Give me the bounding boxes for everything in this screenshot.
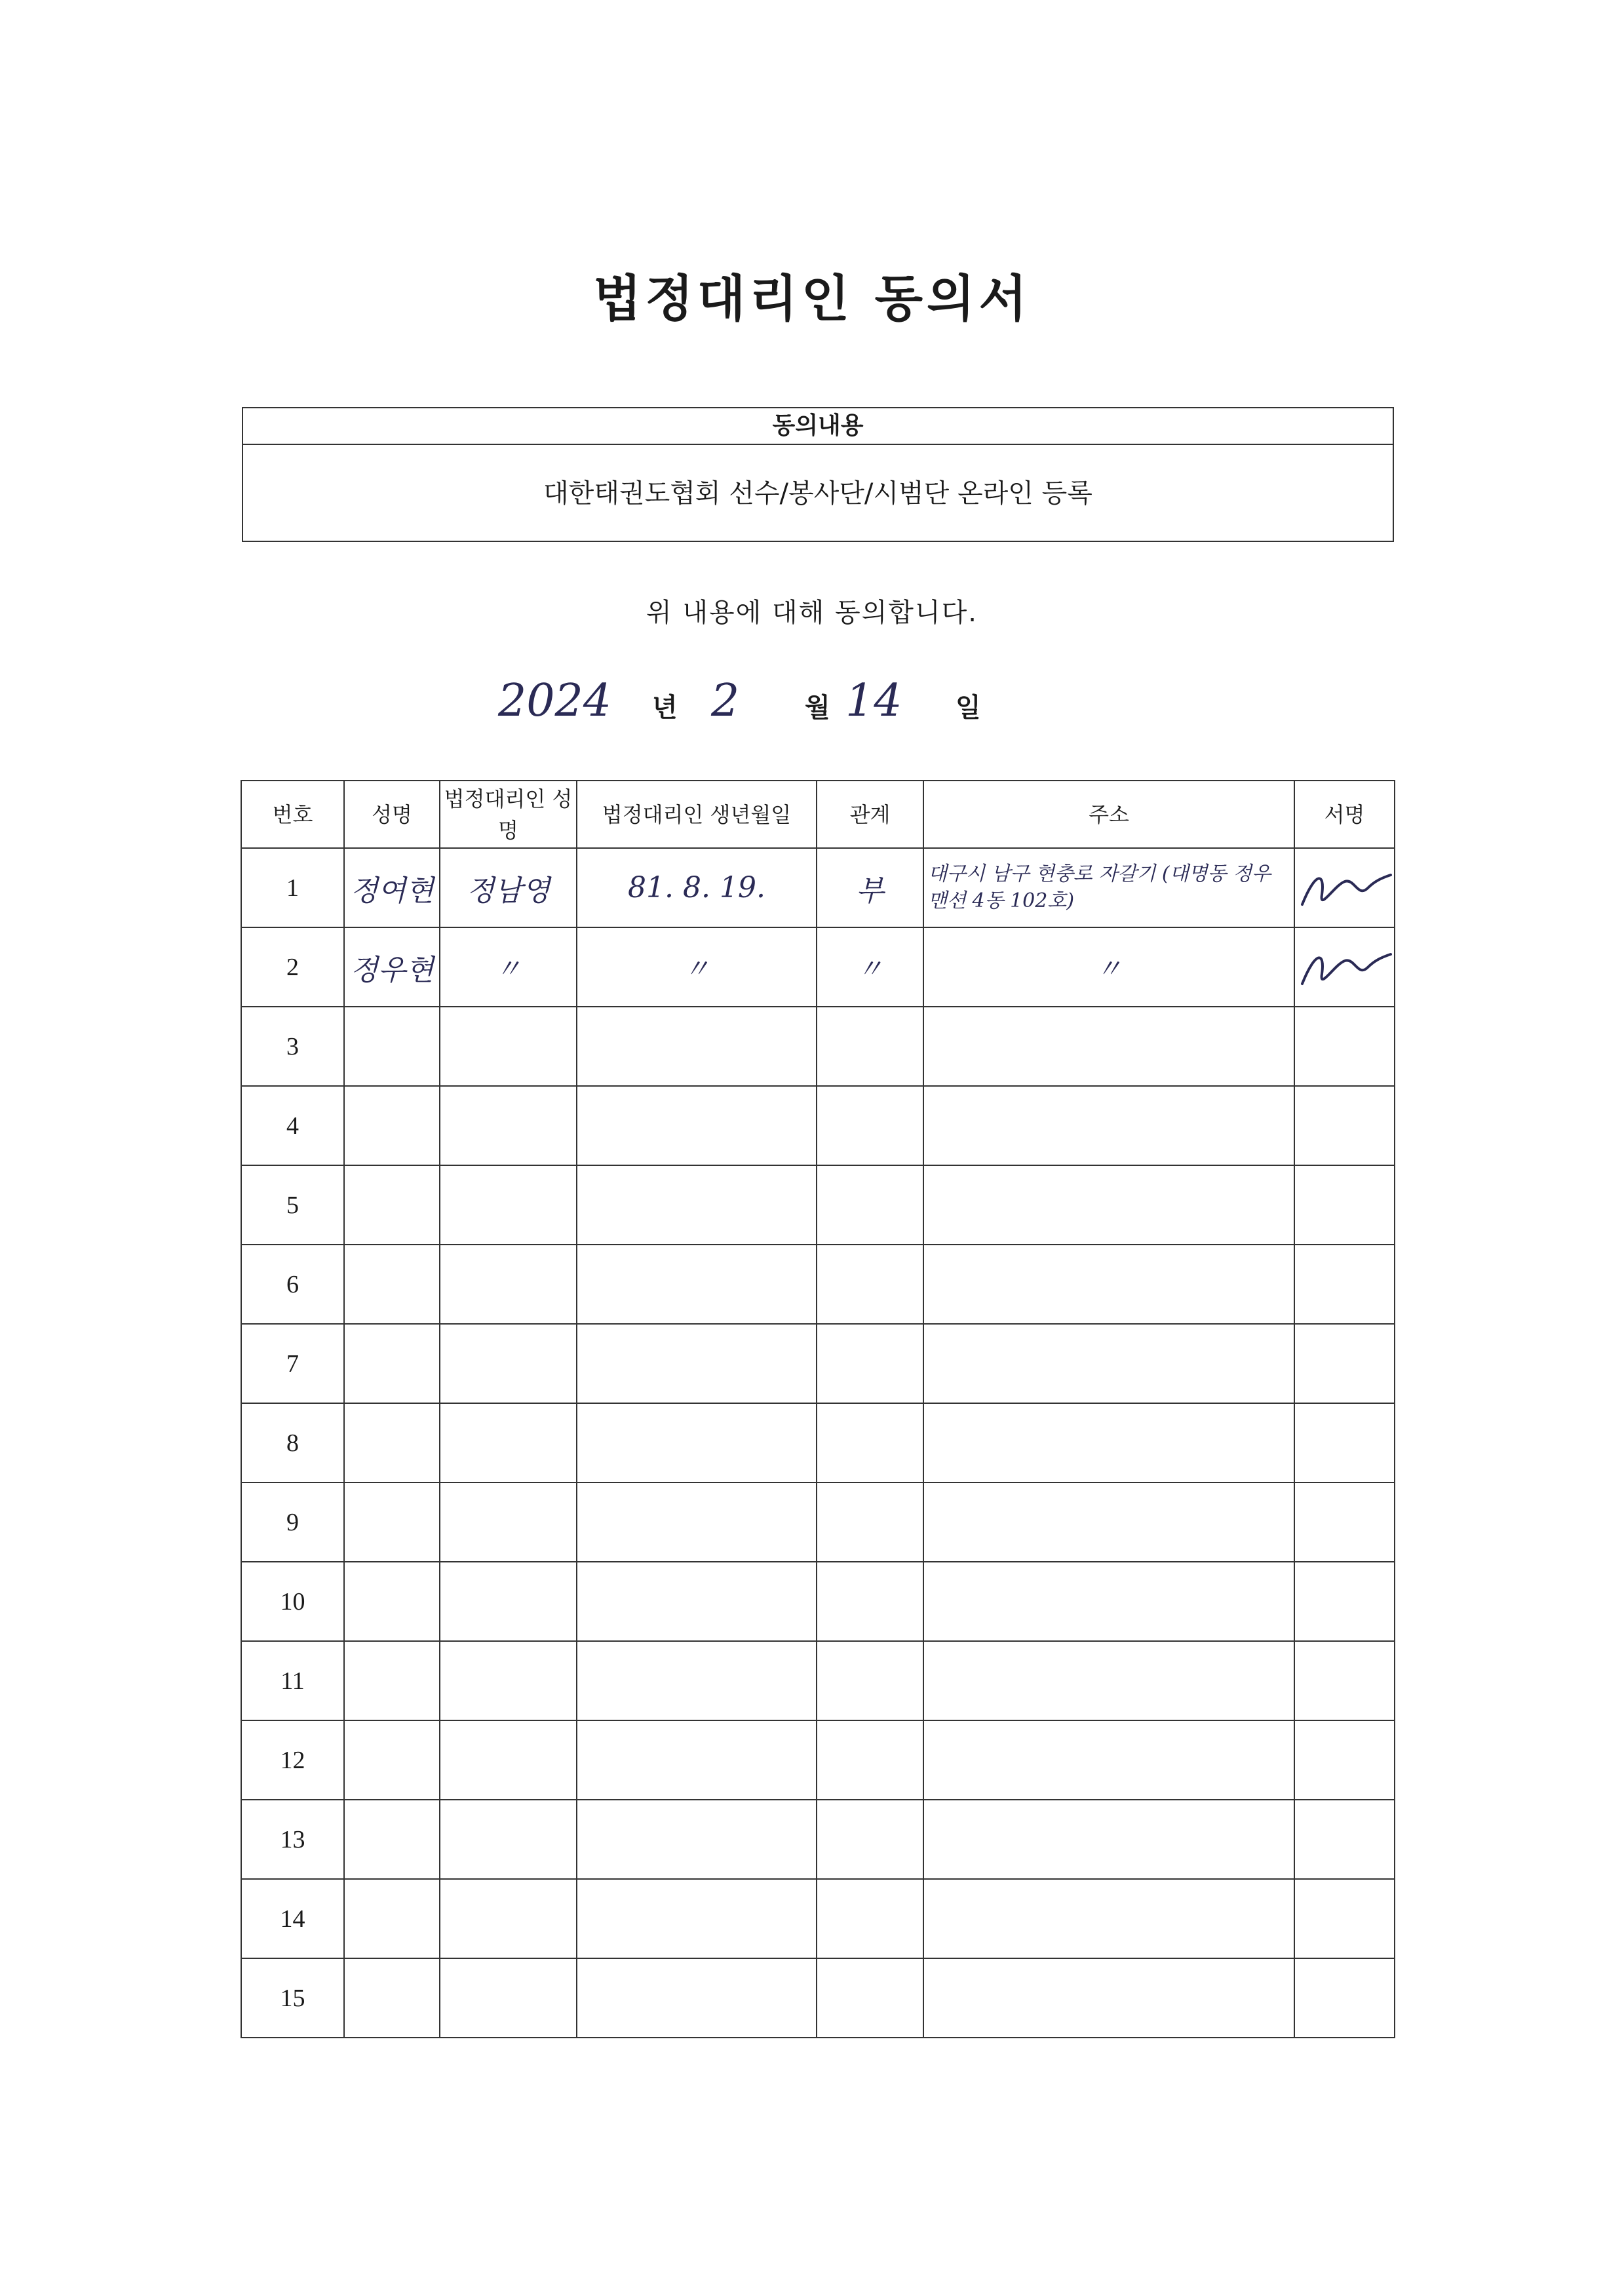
row-guardian-birthdate: 〃 (684, 954, 710, 984)
table-row (241, 1245, 1395, 1324)
date-year-unit: 년 (652, 693, 678, 723)
row-signature-cell[interactable] (1294, 1641, 1395, 1720)
row-number-cell: 4 (241, 1086, 344, 1165)
row-signature-cell[interactable] (1294, 1165, 1395, 1245)
row-signature-cell[interactable] (1294, 1720, 1395, 1800)
row-guardian-birthdate-cell[interactable] (577, 1562, 817, 1641)
row-name-cell[interactable] (344, 1086, 440, 1165)
row-signature-cell[interactable] (1294, 1007, 1395, 1086)
row-address-cell[interactable] (923, 1879, 1294, 1958)
header-relation: 관계 (817, 781, 923, 848)
row-guardian-birthdate-cell[interactable] (577, 1482, 817, 1562)
table-row (241, 1086, 1395, 1165)
row-relation-cell[interactable] (817, 1007, 923, 1086)
row-relation-cell[interactable] (817, 1482, 923, 1562)
date-year[interactable]: 2024 (498, 675, 612, 727)
row-signature-cell[interactable] (1294, 1245, 1395, 1324)
row-name-cell[interactable] (344, 1482, 440, 1562)
date-month-unit: 월 (805, 693, 830, 723)
row-address-cell[interactable] (923, 1641, 1294, 1720)
row-relation: 부 (856, 874, 884, 908)
row-relation-cell[interactable] (817, 1720, 923, 1800)
row-address-cell[interactable] (923, 1403, 1294, 1482)
table-header-row (241, 781, 1395, 848)
agree-statement: 위 내용에 대해 동의합니다. (646, 598, 978, 628)
row-guardian-birthdate-cell[interactable] (577, 848, 817, 927)
table-row (241, 848, 1395, 927)
table-row (241, 1007, 1395, 1086)
row-name-cell[interactable] (344, 1007, 440, 1086)
row-guardian-name-cell[interactable] (440, 1641, 577, 1720)
row-signature-cell[interactable] (1294, 1403, 1395, 1482)
row-number-cell: 15 (241, 1958, 344, 2038)
row-number-cell: 1 (241, 848, 344, 927)
row-name: 정우현 (350, 953, 434, 987)
row-guardian-birthdate-cell[interactable] (577, 1641, 817, 1720)
row-number-cell: 2 (241, 927, 344, 1007)
row-number-cell: 7 (241, 1324, 344, 1403)
document-title: 법정대리인 동의서 (593, 269, 1031, 328)
row-guardian-name: 정남영 (466, 874, 551, 908)
row-relation-cell[interactable] (817, 1641, 923, 1720)
row-relation-cell[interactable] (817, 1958, 923, 2038)
row-number-cell: 13 (241, 1800, 344, 1879)
header-number: 번호 (241, 781, 344, 848)
row-guardian-birthdate-cell[interactable] (577, 1720, 817, 1800)
row-guardian-name-cell[interactable] (440, 1720, 577, 1800)
row-address-cell[interactable] (923, 1245, 1294, 1324)
row-name-cell[interactable] (344, 927, 440, 1007)
date-day-unit: 일 (956, 693, 981, 723)
row-guardian-birthdate-cell[interactable] (577, 1165, 817, 1245)
row-name-cell[interactable] (344, 1562, 440, 1641)
row-number-cell: 9 (241, 1482, 344, 1562)
row-guardian-name-cell[interactable] (440, 1403, 577, 1482)
table-row (241, 1403, 1395, 1482)
row-name-cell[interactable] (344, 1720, 440, 1800)
row-name-cell[interactable] (344, 1403, 440, 1482)
row-name-cell[interactable] (344, 1165, 440, 1245)
row-number-cell: 11 (241, 1641, 344, 1720)
row-signature-cell[interactable] (1294, 1086, 1395, 1165)
row-address-cell[interactable] (923, 1958, 1294, 2038)
row-guardian-name: 〃 (495, 954, 522, 984)
row-name-cell[interactable] (344, 1641, 440, 1720)
row-guardian-birthdate-cell[interactable] (577, 1879, 817, 1958)
header-name: 성명 (344, 781, 440, 848)
row-guardian-birthdate-cell[interactable] (577, 1086, 817, 1165)
row-name-cell[interactable] (344, 1800, 440, 1879)
row-number-cell: 10 (241, 1562, 344, 1641)
row-guardian-name-cell[interactable] (440, 1245, 577, 1324)
row-address-cell[interactable] (923, 848, 1294, 927)
table-row (241, 1958, 1395, 2038)
handwritten-signature (1296, 859, 1394, 918)
row-signature-cell[interactable] (1294, 1879, 1395, 1958)
row-number-cell: 14 (241, 1879, 344, 1958)
registration-table (241, 780, 1395, 2038)
row-relation-cell[interactable] (817, 848, 923, 927)
row-guardian-birthdate-cell[interactable] (577, 1403, 817, 1482)
row-signature-cell[interactable] (1294, 848, 1395, 927)
row-relation: 〃 (857, 954, 883, 984)
row-guardian-birthdate-cell[interactable] (577, 1007, 817, 1086)
table-row (241, 1879, 1395, 1958)
row-address: 대구시 남구 현충로 자갈기 (대명동 정우맨션 4동 102호) (928, 862, 1271, 912)
row-guardian-birthdate: 81. 8. 19. (628, 871, 765, 904)
row-name-cell[interactable] (344, 1245, 440, 1324)
row-signature-cell[interactable] (1294, 927, 1395, 1007)
row-number-cell: 6 (241, 1245, 344, 1324)
row-address-cell[interactable] (923, 1482, 1294, 1562)
row-address-cell[interactable] (923, 1562, 1294, 1641)
row-guardian-name-cell[interactable] (440, 1482, 577, 1562)
row-guardian-name-cell[interactable] (440, 848, 577, 927)
row-guardian-name-cell[interactable] (440, 1879, 577, 1958)
row-address-cell[interactable] (923, 1007, 1294, 1086)
row-number-cell: 12 (241, 1720, 344, 1800)
row-address-cell[interactable] (923, 1720, 1294, 1800)
row-signature-cell[interactable] (1294, 1958, 1395, 2038)
row-number-cell: 3 (241, 1007, 344, 1086)
row-relation-cell[interactable] (817, 1324, 923, 1403)
row-guardian-name-cell[interactable] (440, 1800, 577, 1879)
date-month[interactable]: 2 (711, 675, 740, 727)
row-address-cell[interactable] (923, 1086, 1294, 1165)
row-signature-cell[interactable] (1294, 1482, 1395, 1562)
row-guardian-name-cell[interactable] (440, 927, 577, 1007)
row-signature-cell[interactable] (1294, 1324, 1395, 1403)
row-address-cell[interactable] (923, 1165, 1294, 1245)
row-relation-cell[interactable] (817, 1165, 923, 1245)
header-address: 주소 (923, 781, 1294, 848)
header-guardian-name: 법정대리인 성명 (440, 781, 577, 848)
row-address-cell[interactable] (923, 927, 1294, 1007)
row-guardian-birthdate-cell[interactable] (577, 927, 817, 1007)
row-relation-cell[interactable] (817, 927, 923, 1007)
header-signature: 서명 (1294, 781, 1395, 848)
row-number-cell: 5 (241, 1165, 344, 1245)
row-name: 정여현 (350, 874, 434, 908)
row-signature-cell[interactable] (1294, 1562, 1395, 1641)
row-guardian-birthdate-cell[interactable] (577, 1245, 817, 1324)
row-guardian-birthdate-cell[interactable] (577, 1324, 817, 1403)
date-day[interactable]: 14 (845, 675, 902, 727)
row-guardian-name-cell[interactable] (440, 1165, 577, 1245)
row-guardian-name-cell[interactable] (440, 1958, 577, 2038)
handwritten-signature (1296, 938, 1394, 997)
row-guardian-birthdate-cell[interactable] (577, 1800, 817, 1879)
row-name-cell[interactable] (344, 1324, 440, 1403)
table-row (241, 1324, 1395, 1403)
table-row (241, 1562, 1395, 1641)
row-relation-cell[interactable] (817, 1879, 923, 1958)
consent-body: 대한태권도협회 선수/봉사단/시범단 온라인 등록 (543, 478, 1092, 509)
consent-box (242, 407, 1394, 542)
row-relation-cell[interactable] (817, 1086, 923, 1165)
row-relation-cell[interactable] (817, 1245, 923, 1324)
row-address: 〃 (1096, 954, 1122, 984)
row-name-cell[interactable] (344, 1879, 440, 1958)
row-address-cell[interactable] (923, 1800, 1294, 1879)
row-number-cell: 8 (241, 1403, 344, 1482)
row-name-cell[interactable] (344, 848, 440, 927)
table-row (241, 1482, 1395, 1562)
row-relation-cell[interactable] (817, 1562, 923, 1641)
table-row (241, 1641, 1395, 1720)
row-signature-cell[interactable] (1294, 1800, 1395, 1879)
table-row (241, 1720, 1395, 1800)
row-guardian-birthdate-cell[interactable] (577, 1958, 817, 2038)
row-guardian-name-cell[interactable] (440, 1562, 577, 1641)
row-guardian-name-cell[interactable] (440, 1007, 577, 1086)
table-row (241, 1800, 1395, 1879)
date-row (0, 668, 1624, 734)
consent-header: 동의내용 (243, 408, 1393, 445)
table-row (241, 1165, 1395, 1245)
row-relation-cell[interactable] (817, 1403, 923, 1482)
row-address-cell[interactable] (923, 1324, 1294, 1403)
header-guardian-birthdate: 법정대리인 생년월일 (577, 781, 817, 848)
table-row (241, 927, 1395, 1007)
row-guardian-name-cell[interactable] (440, 1324, 577, 1403)
row-relation-cell[interactable] (817, 1800, 923, 1879)
row-name-cell[interactable] (344, 1958, 440, 2038)
row-guardian-name-cell[interactable] (440, 1086, 577, 1165)
